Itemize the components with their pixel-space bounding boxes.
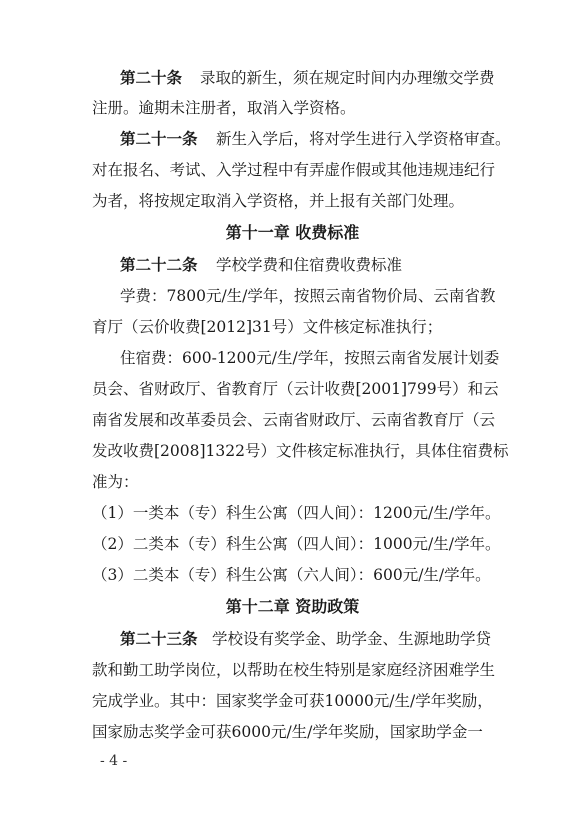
article-22-text-line-1: 学校学费和住宿费收费标准 [216,256,403,274]
dorm-type-1-text: （1）一类本（专）科生公寓（四人间）：1200元/生/学年。 [92,504,501,522]
article-23-text-line-1: 学校设有奖学金、助学金、生源地助学贷 [212,630,492,648]
article-21-text-line-2: 对在报名、考试、入学过程中有弄虚作假或其他违规违纪行 [92,161,496,179]
article-21-label: 第二十一条 [120,130,198,148]
article-20-label: 第二十条 [120,69,183,87]
article-21-text-line-3: 为者，将按规定取消入学资格，并上报有关部门处理。 [92,192,465,210]
article-23-label: 第二十三条 [120,630,198,648]
article-23-text-line-3: 完成学业。其中：国家奖学金可获10000元/生/学年奖励， [92,692,493,710]
chapter-11-heading: 第十一章 收费标准 [225,223,360,242]
article-20-text-line-2: 注册。逾期未注册者，取消入学资格。 [92,99,356,117]
page-number: - 4 - [100,753,128,769]
article-23-text-line-4: 国家励志奖学金可获6000元/生/学年奖励，国家助学金一 [92,723,483,741]
lodging-text-line-2: 员会、省财政厅、省教育厅（云计收费[2001]799号）和云 [92,380,499,398]
lodging-text-line-3: 南省发展和改革委员会、云南省财政厅、云南省教育厅（云 [92,411,496,429]
article-23-text-line-2: 款和勤工助学岗位，以帮助在校生特别是家庭经济困难学生 [92,661,496,679]
tuition-text-line-1: 学费：7800元/生/学年，按照云南省物价局、云南省教 [120,287,496,305]
lodging-text-line-4: 发改收费[2008]1322号）文件核定标准执行，具体住宿费标 [92,442,509,460]
tuition-text-line-2: 育厅（云价收费[2012]31号）文件核定标准执行； [92,318,443,336]
article-22-label: 第二十二条 [120,256,198,274]
dorm-type-3-text: （3）二类本（专）科生公寓（六人间）：600元/生/学年。 [92,566,491,584]
chapter-12-heading: 第十二章 资助政策 [225,597,360,616]
dorm-type-2-text: （2）二类本（专）科生公寓（四人间）：1000元/生/学年。 [92,535,501,553]
lodging-text-line-5: 准为： [92,473,139,491]
article-20-text-line-1: 录取的新生，须在规定时间内办理缴交学费 [200,69,495,87]
article-21-text-line-1: 新生入学后，将对学生进行入学资格审查。 [216,130,511,148]
lodging-text-line-1: 住宿费：600-1200元/生/学年，按照云南省发展计划委 [120,349,500,367]
